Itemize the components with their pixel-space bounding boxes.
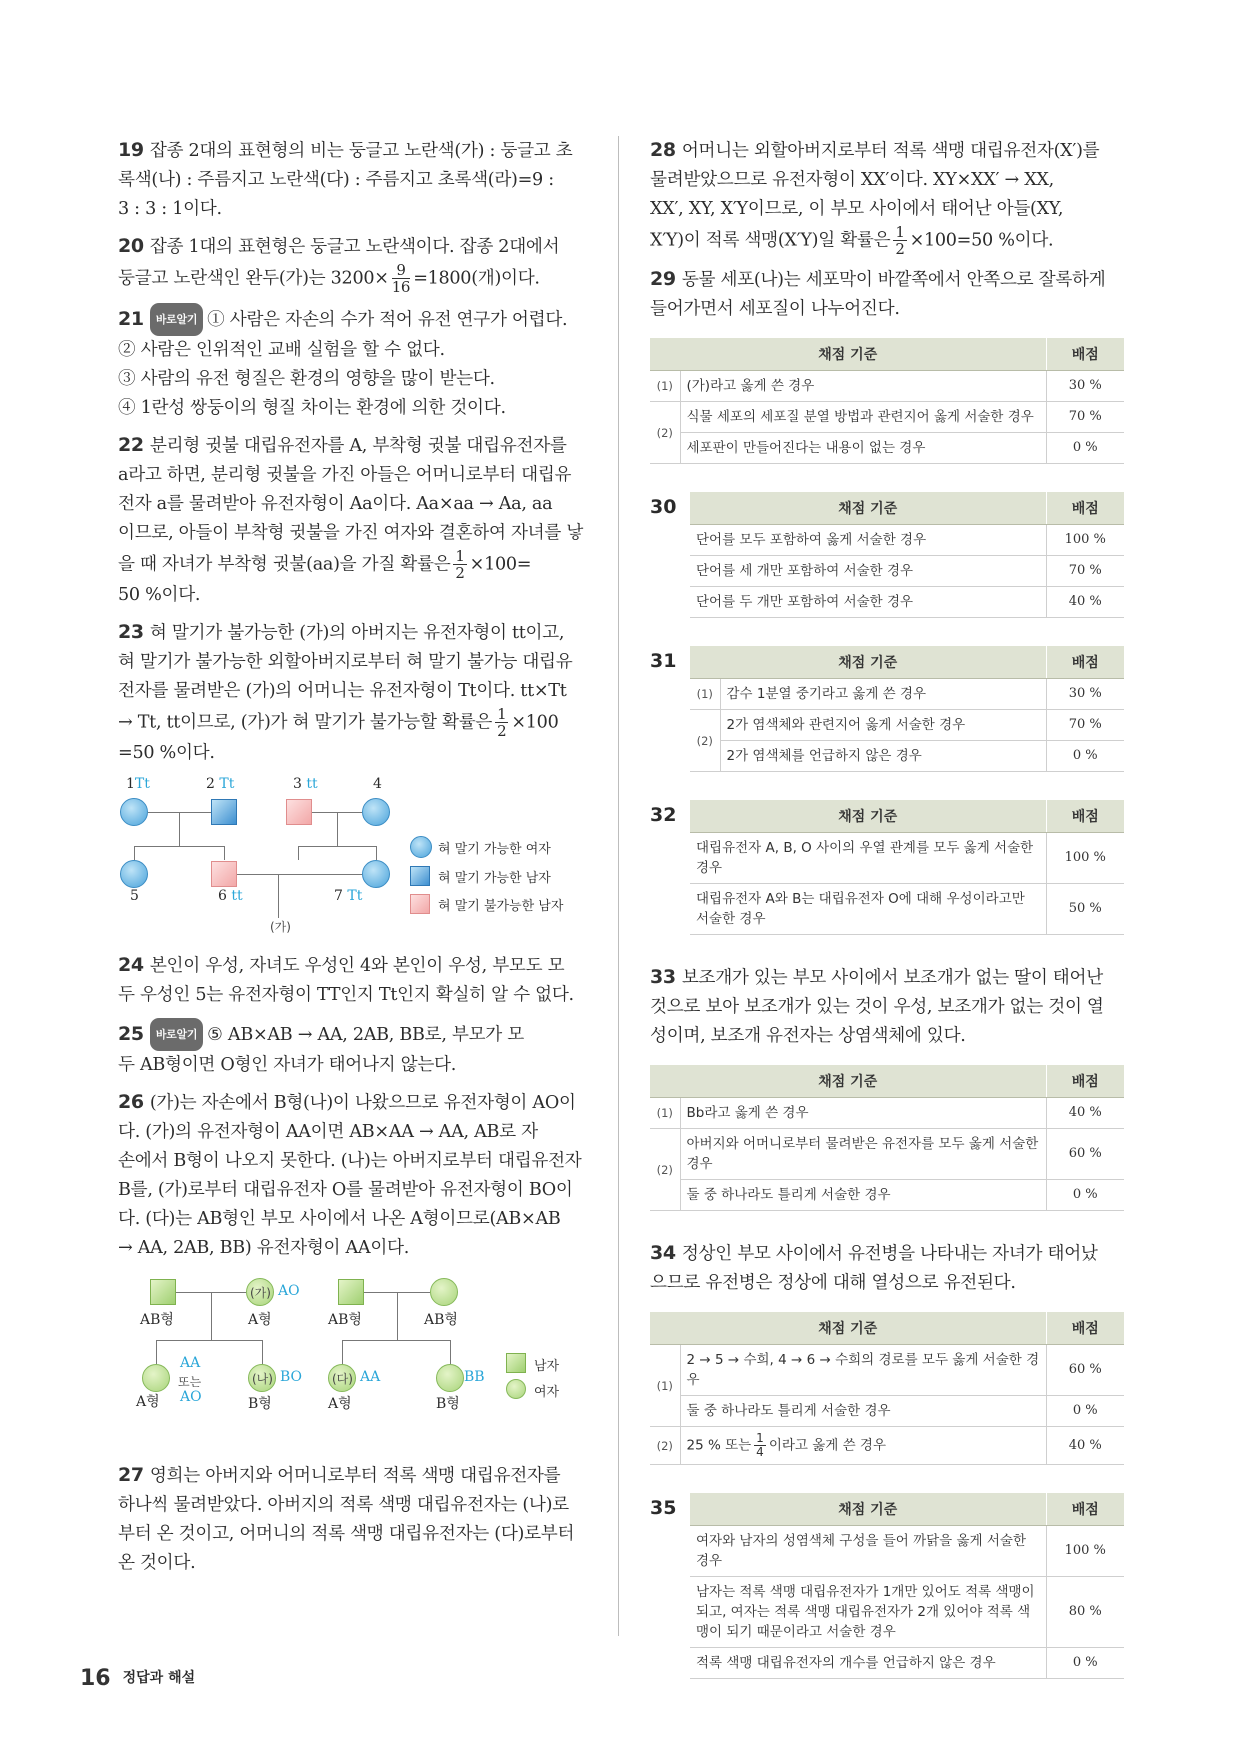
- text: =50 %이다.: [118, 743, 215, 763]
- text: 전자 a를 물려받아 유전자형이 Aa이다. Aa×aa → Aa, aa: [118, 494, 553, 514]
- text: 두 AB형이면 O형인 자녀가 태어나지 않는다.: [118, 1055, 457, 1075]
- label: AB형: [140, 1312, 174, 1328]
- question-number: 25: [118, 1023, 144, 1045]
- table-row: [650, 402, 1124, 433]
- text: 둥글고 노란색인 완두(가)는 3200×: [118, 268, 389, 289]
- table-row: [650, 433, 1124, 464]
- tongue-rolling-pedigree: [118, 776, 586, 941]
- text: 25 % 또는: [686, 1437, 752, 1454]
- grading-table-30: [650, 492, 1124, 618]
- table-header: 채점 기준: [650, 1065, 1046, 1098]
- id: 2: [206, 776, 215, 792]
- text: 두 우성인 5는 유전자형이 TT인지 Tt인지 확실히 알 수 없다.: [118, 985, 574, 1005]
- text: 록색(나) : 주름지고 노란색(다) : 주름지고 초록색(라)=9 :: [118, 170, 554, 190]
- text: ① 사람은 자손의 수가 적어 유전 연구가 어렵다.: [207, 310, 568, 330]
- table-row: [690, 884, 1124, 935]
- criterion: 적록 색맹 대립유전자의 개수를 언급하지 않은 경우: [690, 1648, 1046, 1679]
- points: 60 %: [1046, 1345, 1124, 1396]
- grading-table-32: [650, 800, 1124, 935]
- text: 동물 세포(나)는 세포막이 바깥쪽에서 안쪽으로 잘록하게: [681, 270, 1106, 290]
- sibling-line: [342, 1340, 450, 1341]
- points: 70 %: [1046, 710, 1124, 741]
- table-header: 채점 기준: [650, 1312, 1046, 1345]
- question-number: 20: [118, 235, 144, 257]
- text: 보조개가 있는 부모 사이에서 보조개가 없는 딸이 태어난: [681, 968, 1103, 988]
- text: a라고 하면, 분리형 귓불을 가진 아들은 어머니로부터 대립유: [118, 465, 572, 485]
- descent-line: [224, 846, 225, 860]
- descent-line: [278, 874, 279, 918]
- table-header: 채점 기준: [690, 1493, 1046, 1526]
- sub-number: (2): [650, 1129, 680, 1211]
- label: (나): [252, 1372, 273, 1386]
- criterion: Bb라고 옳게 쓴 경우: [680, 1098, 1046, 1129]
- criterion: 둘 중 하나라도 틀리게 서술한 경우: [680, 1396, 1046, 1427]
- table-header: 배점: [1046, 646, 1124, 679]
- text: 50 %이다.: [118, 585, 201, 605]
- question-number: 27: [118, 1464, 144, 1486]
- legend-male-symbol: [410, 894, 430, 914]
- descent-line: [262, 1340, 263, 1364]
- sibling-line: [298, 846, 376, 847]
- denominator: 4: [756, 1445, 764, 1459]
- label: B형: [248, 1396, 272, 1412]
- text: 전자를 물려받은 (가)의 어머니는 유전자형이 Tt이다. tt×Tt: [118, 681, 567, 701]
- descent-line: [179, 812, 180, 846]
- denominator: 2: [895, 240, 905, 258]
- criterion: 단어를 세 개만 포함하여 서술한 경우: [690, 556, 1046, 587]
- genotype: Tt: [134, 776, 150, 792]
- table-row: [690, 556, 1124, 587]
- text: ⑤ AB×AB → AA, 2AB, BB로, 부모가 모: [207, 1025, 524, 1045]
- descent-line: [156, 1340, 157, 1364]
- points: 70 %: [1046, 402, 1124, 433]
- text-line: [118, 548, 586, 581]
- legend-female-symbol: [410, 836, 432, 858]
- text: → Tt, tt이므로, (가)가 혀 말기가 불가능할 확률은: [118, 712, 493, 733]
- text: 것으로 보아 보조개가 있는 것이 우성, 보조개가 없는 것이 열: [650, 997, 1104, 1017]
- criterion: 남자는 적록 색맹 대립유전자가 1개만 있어도 적록 색맹이 되고, 여자는 적록 색맹 대립유전자가 2개 있어야 적록 색맹이 되기 때문이라고 서술한 경우: [690, 1577, 1046, 1648]
- table-row: [650, 1427, 1124, 1465]
- criterion: 대립유전자 A, B, O 사이의 우열 관계를 모두 옳게 서술한 경우: [690, 833, 1046, 884]
- numerator: 1: [895, 223, 905, 241]
- left-column: [118, 136, 586, 1586]
- label: AO: [180, 1389, 202, 1405]
- male-symbol: [286, 799, 312, 825]
- answer-27: [118, 1461, 586, 1578]
- descent-line: [376, 846, 377, 860]
- question-number: 21: [118, 308, 144, 330]
- numerator: 9: [392, 262, 411, 279]
- criterion: 감수 1분열 중기라고 옳게 쓴 경우: [720, 679, 1046, 710]
- legend-text: 남자: [534, 1359, 560, 1374]
- text: 온 것이다.: [118, 1553, 196, 1573]
- denominator: 2: [497, 722, 507, 740]
- descent-line: [397, 1292, 398, 1340]
- sub-number: (1): [650, 371, 680, 402]
- female-symbol: [120, 860, 148, 888]
- fraction: [893, 224, 906, 257]
- label-ga: (가): [270, 920, 291, 934]
- genotype: Tt: [219, 776, 235, 792]
- text: 손에서 B형이 나오지 못한다. (나)는 아버지로부터 대립유전자: [118, 1151, 582, 1171]
- criterion: 단어를 두 개만 포함하여 서술한 경우: [690, 587, 1046, 618]
- answer-22: [118, 431, 586, 610]
- answer-34: [650, 1239, 1124, 1298]
- question-number: 29: [650, 268, 676, 290]
- criterion: 2가 염색체를 언급하지 않은 경우: [720, 741, 1046, 772]
- descent-line: [134, 846, 135, 860]
- legend-text: 혀 말기 가능한 남자: [438, 871, 551, 886]
- text-line: [118, 706, 586, 739]
- table-row: [690, 525, 1124, 556]
- text: 부터 온 것이고, 어머니의 적록 색맹 대립유전자는 (다)로부터: [118, 1524, 575, 1544]
- right-column: [650, 136, 1124, 1707]
- descent-line: [450, 1340, 451, 1364]
- text: ③ 사람의 유전 형질은 환경의 영향을 많이 받는다.: [118, 369, 495, 389]
- denominator: 16: [391, 278, 411, 296]
- label: (다): [332, 1372, 353, 1386]
- table-row: [690, 587, 1124, 618]
- question-number: 33: [650, 966, 676, 988]
- legend-male-symbol: [410, 866, 430, 886]
- table-row: [690, 1526, 1124, 1577]
- text: 다. (다)는 AB형인 부모 사이에서 나온 A형이므로(AB×AB: [118, 1209, 561, 1229]
- text: 을 때 자녀가 부착형 귓불(aa)을 가질 확률은: [118, 554, 451, 575]
- id: 7: [334, 888, 343, 904]
- label: AB형: [328, 1312, 362, 1328]
- fraction: [392, 262, 411, 295]
- label: A형: [328, 1396, 352, 1412]
- label: AA: [180, 1355, 201, 1371]
- sub-number: (2): [650, 402, 680, 464]
- text: 혀 말기가 불가능한 (가)의 아버지는 유전자형이 tt이고,: [149, 623, 565, 643]
- descent-line: [342, 1340, 343, 1364]
- text: =1800(개)이다.: [413, 268, 540, 289]
- text: ×100=50 %이다.: [909, 230, 1054, 251]
- id: 3: [293, 776, 302, 792]
- points: 70 %: [1046, 556, 1124, 587]
- answer-26: [118, 1088, 586, 1263]
- label: (가): [250, 1286, 271, 1300]
- points: 0 %: [1046, 433, 1124, 464]
- points: 30 %: [1046, 371, 1124, 402]
- question-number: 34: [650, 1242, 676, 1264]
- correction-badge: 바로알기: [150, 1018, 203, 1051]
- label-3: [293, 776, 318, 792]
- text: → AA, 2AB, BB) 유전자형이 AA이다.: [118, 1238, 410, 1258]
- text: 다. (가)의 유전자형이 AA이면 AB×AA → AA, AB로 자: [118, 1122, 538, 1142]
- table-header: 배점: [1046, 338, 1124, 371]
- male-symbol: [338, 1279, 364, 1305]
- points: 100 %: [1046, 525, 1124, 556]
- table-row: [650, 1098, 1124, 1129]
- female-symbol: [142, 1364, 170, 1392]
- answer-21: [118, 303, 586, 423]
- table-row: [650, 371, 1124, 402]
- grading-table-35: [650, 1493, 1124, 1679]
- text: X′Y)이 적록 색맹(X′Y)일 확률은: [650, 230, 891, 251]
- label: AB형: [424, 1312, 458, 1328]
- answer-33: [650, 963, 1124, 1051]
- criterion: 대립유전자 A와 B는 대립유전자 O에 대해 우성이라고만 서술한 경우: [690, 884, 1046, 935]
- table-row: [690, 679, 1124, 710]
- female-symbol: [362, 860, 390, 888]
- criterion: 아버지와 어머니로부터 물려받은 유전자를 모두 옳게 서술한 경우: [680, 1129, 1046, 1180]
- genotype: tt: [231, 888, 243, 904]
- table-header: 채점 기준: [650, 338, 1046, 371]
- sub-number: (1): [650, 1098, 680, 1129]
- numerator: 1: [497, 705, 507, 723]
- legend-male-symbol: [506, 1353, 526, 1373]
- points: 0 %: [1046, 741, 1124, 772]
- descent-line: [211, 1292, 212, 1340]
- abo-pedigree: [118, 1271, 586, 1449]
- question-number: 35: [650, 1497, 677, 1519]
- legend-text: 혀 말기 불가능한 남자: [438, 899, 564, 914]
- label: A형: [136, 1394, 160, 1410]
- text: 잡종 1대의 표현형은 둥글고 노란색이다. 잡종 2대에서: [149, 237, 560, 257]
- question-number: 22: [118, 434, 144, 456]
- table-row: [650, 1129, 1124, 1180]
- sibling-line: [134, 846, 224, 847]
- label: BB: [464, 1369, 485, 1385]
- text: 들어가면서 세포질이 나누어진다.: [650, 299, 900, 319]
- text: 으므로 유전병은 정상에 대해 열성으로 유전된다.: [650, 1273, 1016, 1293]
- correction-badge: 바로알기: [150, 303, 203, 336]
- genotype: AA: [360, 1369, 381, 1385]
- label-4: 4: [373, 776, 382, 792]
- criterion: (가)라고 옳게 쓴 경우: [680, 371, 1046, 402]
- sub-number: (1): [690, 679, 720, 710]
- question-number: 24: [118, 954, 144, 976]
- question-number: 32: [650, 804, 677, 826]
- table-header: 채점 기준: [690, 492, 1046, 525]
- answer-28: [650, 136, 1124, 257]
- table-row: [690, 1648, 1124, 1679]
- fraction: [453, 548, 466, 581]
- table-row: [650, 1345, 1124, 1396]
- points: 40 %: [1046, 1427, 1124, 1465]
- legend-text: 여자: [534, 1385, 560, 1400]
- page-footer: [80, 1666, 195, 1691]
- points: 0 %: [1046, 1396, 1124, 1427]
- descent-line: [337, 812, 338, 846]
- genotype: Tt: [347, 888, 363, 904]
- label: A형: [248, 1312, 272, 1328]
- question-number: 19: [118, 139, 144, 161]
- answer-23: [118, 618, 586, 768]
- answer-29: [650, 265, 1124, 324]
- page-number: 16: [80, 1666, 111, 1691]
- male-symbol: [150, 1279, 176, 1305]
- table-header: 배점: [1046, 800, 1124, 833]
- points: 100 %: [1046, 1526, 1124, 1577]
- text: ② 사람은 인위적인 교배 실험을 할 수 없다.: [118, 340, 445, 360]
- mating-line: [237, 874, 362, 875]
- table-row: [690, 741, 1124, 772]
- text: 하나씩 물려받았다. 아버지의 적록 색맹 대립유전자는 (나)로: [118, 1495, 569, 1515]
- criterion: 둘 중 하나라도 틀리게 서술한 경우: [680, 1180, 1046, 1211]
- id: 6: [218, 888, 227, 904]
- male-symbol: [211, 799, 237, 825]
- points: 100 %: [1046, 833, 1124, 884]
- text: ④ 1란성 쌍둥이의 형질 차이는 환경에 의한 것이다.: [118, 398, 506, 418]
- male-symbol: [211, 861, 237, 887]
- table-header: 채점 기준: [690, 646, 1046, 679]
- answer-24: [118, 951, 586, 1010]
- female-symbol: [362, 798, 390, 826]
- text: 이라고 옳게 쓴 경우: [768, 1437, 887, 1454]
- criterion: 2 → 5 → 수희, 4 → 6 → 수희의 경로를 모두 옳게 서술한 경우: [680, 1345, 1046, 1396]
- table-header: 배점: [1046, 1312, 1124, 1345]
- points: 40 %: [1046, 1098, 1124, 1129]
- text-line: [118, 262, 586, 295]
- points: 40 %: [1046, 587, 1124, 618]
- table-header: 배점: [1046, 1065, 1124, 1098]
- answer-20: [118, 232, 586, 295]
- table-header: 배점: [1046, 492, 1124, 525]
- grading-table-29: [650, 338, 1124, 464]
- text: ×100=: [469, 554, 532, 575]
- denominator: 2: [455, 564, 465, 582]
- table-row: [650, 1396, 1124, 1427]
- criterion: 단어를 모두 포함하여 옳게 서술한 경우: [690, 525, 1046, 556]
- table-header: 배점: [1046, 1493, 1124, 1526]
- female-symbol: [430, 1278, 458, 1306]
- points: 60 %: [1046, 1129, 1124, 1180]
- text: 본인이 우성, 자녀도 우성인 4와 본인이 우성, 부모도 모: [149, 956, 565, 976]
- sibling-line: [156, 1340, 262, 1341]
- label-2: [206, 776, 234, 792]
- legend-female-symbol: [506, 1379, 526, 1399]
- table-header: 채점 기준: [690, 800, 1046, 833]
- female-symbol: [120, 798, 148, 826]
- label-7: [334, 888, 362, 904]
- numerator: 1: [455, 547, 465, 565]
- text: 성이며, 보조개 유전자는 상염색체에 있다.: [650, 1026, 966, 1046]
- sub-number: (2): [650, 1427, 680, 1465]
- answer-25: [118, 1018, 586, 1080]
- criterion: 여자와 남자의 성염색체 구성을 들어 까닭을 옳게 서술한 경우: [690, 1526, 1046, 1577]
- text: ×100: [511, 712, 559, 733]
- descent-line: [298, 846, 299, 860]
- label-1: [126, 776, 150, 792]
- label: 또는: [178, 1375, 202, 1389]
- genotype: tt: [306, 776, 318, 792]
- points: 0 %: [1046, 1648, 1124, 1679]
- column-divider: [618, 136, 619, 1636]
- sub-number: (1): [650, 1345, 680, 1427]
- text: B를, (가)로부터 대립유전자 O를 물려받아 유전자형이 BO이: [118, 1180, 573, 1200]
- points: 50 %: [1046, 884, 1124, 935]
- criterion: 식물 세포의 세포질 분열 방법과 관련지어 옳게 서술한 경우: [680, 402, 1046, 433]
- table-row: [690, 1577, 1124, 1648]
- genotype: BO: [280, 1369, 303, 1385]
- points: 30 %: [1046, 679, 1124, 710]
- grading-table-33: [650, 1065, 1124, 1211]
- question-number: 23: [118, 621, 144, 643]
- female-symbol: [436, 1364, 464, 1392]
- table-row: [690, 833, 1124, 884]
- criterion: [680, 1427, 1046, 1465]
- text: (가)는 자손에서 B형(나)이 나왔으므로 유전자형이 AO이: [149, 1093, 576, 1113]
- footer-title: 정답과 해설: [122, 1670, 196, 1686]
- sub-number: (2): [690, 710, 720, 772]
- points: 0 %: [1046, 1180, 1124, 1211]
- label: B형: [436, 1396, 460, 1412]
- criterion: 2가 염색체와 관련지어 옳게 서술한 경우: [720, 710, 1046, 741]
- question-number: 26: [118, 1091, 144, 1113]
- label-5: 5: [130, 888, 139, 904]
- criterion: 세포판이 만들어진다는 내용이 없는 경우: [680, 433, 1046, 464]
- text: XX′, XY, X′Y이므로, 이 부모 사이에서 태어난 아들(XY,: [650, 199, 1064, 219]
- text: 잡종 2대의 표현형의 비는 둥글고 노란색(가) : 둥글고 초: [149, 141, 573, 161]
- grading-table-31: [650, 646, 1124, 772]
- id: 1: [126, 776, 135, 792]
- answer-19: [118, 136, 586, 224]
- grading-table-34: [650, 1312, 1124, 1465]
- numerator: 1: [756, 1431, 764, 1445]
- text-line: [650, 224, 1124, 257]
- question-number: 31: [650, 650, 677, 672]
- text: 이므로, 아들이 부착형 귓불을 가진 여자와 결혼하여 자녀를 낳: [118, 523, 584, 543]
- legend-text: 혀 말기 가능한 여자: [438, 842, 551, 857]
- text: 어머니는 외할아버지로부터 적록 색맹 대립유전자(X′)를: [681, 141, 1100, 161]
- points: 80 %: [1046, 1577, 1124, 1648]
- text: 혀 말기가 불가능한 외할아버지로부터 혀 말기 불가능 대립유: [118, 652, 573, 672]
- table-row: [650, 1180, 1124, 1211]
- text: 영희는 아버지와 어머니로부터 적록 색맹 대립유전자를: [149, 1466, 561, 1486]
- text: 정상인 부모 사이에서 유전병을 나타내는 자녀가 태어났: [681, 1244, 1098, 1264]
- text: 물려받았으므로 유전자형이 XX′이다. XY×XX′ → XX,: [650, 170, 1054, 190]
- label-6: [218, 888, 243, 904]
- table-row: [690, 710, 1124, 741]
- text: 분리형 귓불 대립유전자를 A, 부착형 귓불 대립유전자를: [149, 436, 567, 456]
- genotype: AO: [278, 1283, 300, 1299]
- text: 3 : 3 : 1이다.: [118, 199, 222, 219]
- question-number: 28: [650, 139, 676, 161]
- question-number: 30: [650, 496, 677, 518]
- fraction: [495, 706, 508, 739]
- fraction: [754, 1432, 766, 1459]
